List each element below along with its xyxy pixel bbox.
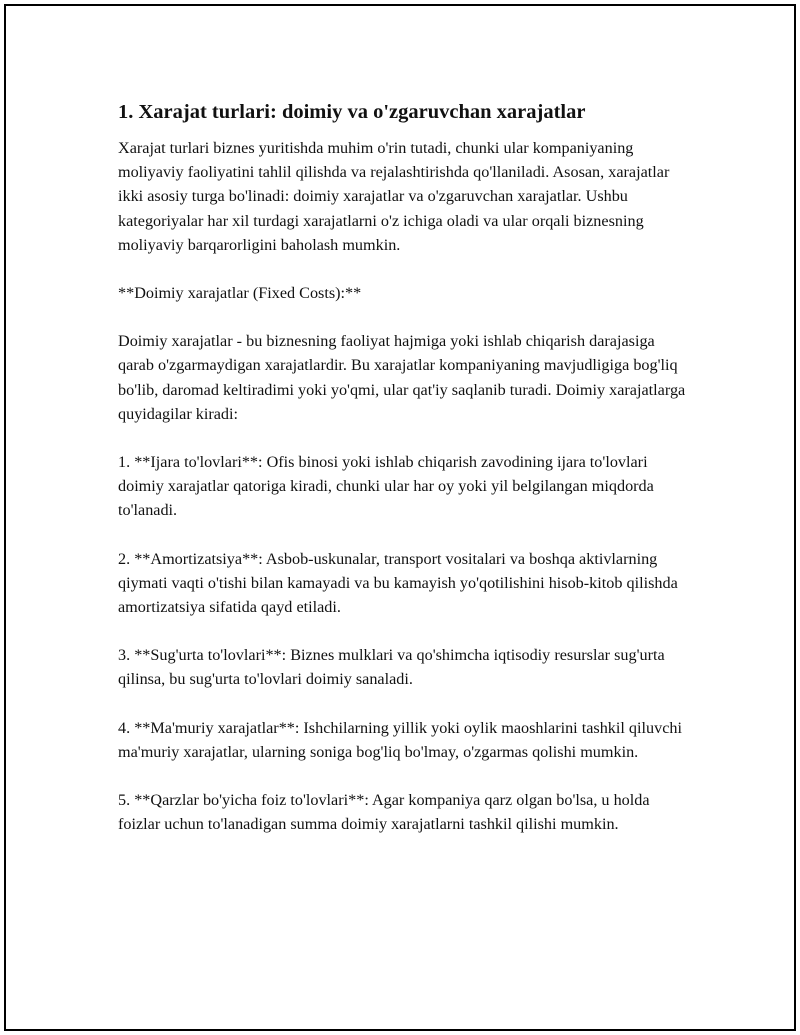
- list-item-insurance: 3. **Sug'urta to'lovlari**: Biznes mulklari va qo'shimcha iqtisodiy resurslar sug'urta qilinsa, bu sug'urta to'lovlari doimiy sanaladi.: [118, 646, 665, 689]
- section-heading: 1. Xarajat turlari: doimiy va o'zgaruvchan xarajatlar: [118, 101, 586, 123]
- list-item-depreciation: 2. **Amortizatsiya**: Asbob-uskunalar, transport vositalari va boshqa aktivlarning qiymati vaqti o'tishi bilan kamayadi va bu kamayish yo'qotilishini hisob-kitob qilishda amortizatsiya sifatida qayd etiladi.: [118, 549, 678, 617]
- fixed-costs-subheading: **Doimiy xarajatlar (Fixed Costs):**: [118, 284, 362, 303]
- list-item-interest: 5. **Qarzlar bo'yicha foiz to'lovlari**: Agar kompaniya qarz olgan bo'lsa, u holda foizlar uchun to'lanadigan summa doimiy xarajatlarni tashkil qilishi mumkin.: [118, 791, 650, 834]
- list-item-rent: 1. **Ijara to'lovlari**: Ofis binosi yoki ishlab chiqarish zavodining ijara to'lovlari doimiy xarajatlar qatoriga kiradi, chunki ular har oy yoki yil belgilangan miqdorda to'lanadi.: [118, 453, 654, 520]
- document-body: [118, 98, 688, 860]
- intro-paragraph: Xarajat turlari biznes yuritishda muhim o'rin tutadi, chunki ular kompaniyaning moliyaviy faoliyatini tahlil qilishda va rejalashtirishda qo'llaniladi. Asosan, xarajatlar ikki asosiy turga bo'linadi: doimiy xarajatlar va o'zgaruvchan xarajatlar. Ushbu kategoriyalar har xil turdagi xarajatlarni o'z ichiga oladi va ular orqali biznesning moliyaviy barqarorligini baholash mumkin.: [118, 139, 670, 254]
- fixed-costs-definition: Doimiy xarajatlar - bu biznesning faoliyat hajmiga yoki ishlab chiqarish darajasiga qarab o'zgarmaydigan xarajatlardir. Bu xarajatlar kompaniyaning mavjudligiga bog'liq bo'lib, daromad keltiradimi yoki yo'qmi, ular qat'iy saqlanib turadi. Doimiy xarajatlarga quyidagilar kiradi:: [118, 332, 686, 423]
- page-frame: [4, 4, 796, 1031]
- list-item-administrative: 4. **Ma'muriy xarajatlar**: Ishchilarning yillik yoki oylik maoshlarini tashkil qiluvchi ma'muriy xarajatlar, ularning soniga bog'liq bo'lmay, o'zgarmas qolishi mumkin.: [118, 718, 682, 761]
